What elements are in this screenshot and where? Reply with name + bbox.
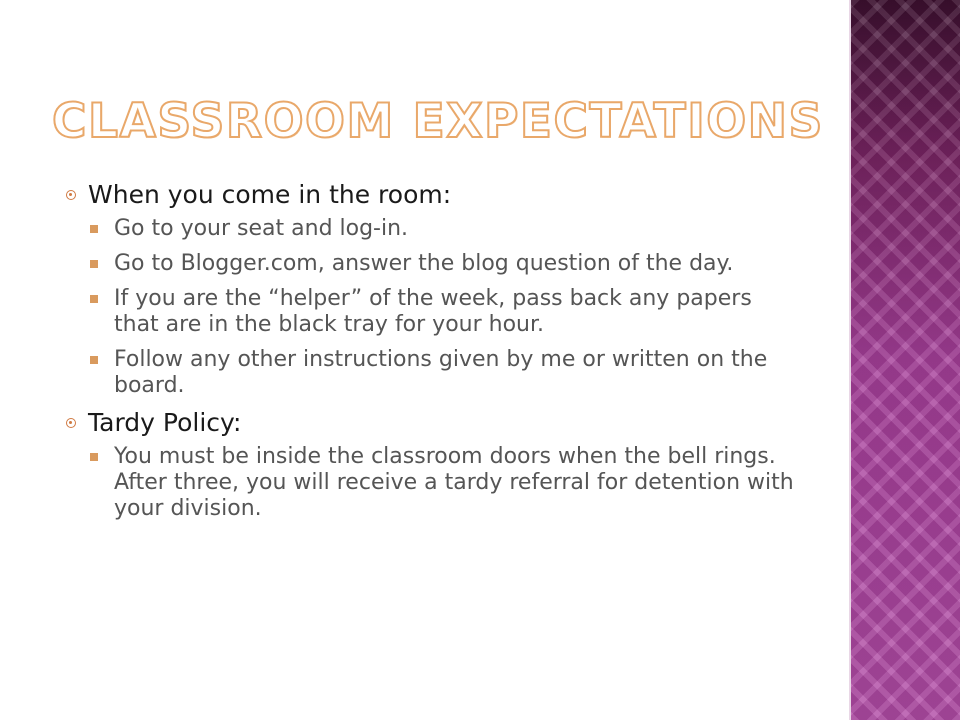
list-item-text: If you are the “helper” of the week, pass back any papers that are in the black tray for your hour.: [114, 286, 752, 337]
list-item: [90, 347, 801, 399]
list-item-text: Go to Blogger.com, answer the blog question of the day.: [114, 251, 734, 276]
square-bullet-icon: [90, 260, 98, 268]
list-item: [90, 444, 801, 522]
decorative-side-panel: [851, 0, 960, 720]
list-item: [90, 216, 801, 242]
list-item-text: Go to your seat and log-in.: [114, 216, 409, 241]
bullet-section-tardy: [66, 408, 801, 438]
square-bullet-icon: [90, 356, 98, 364]
section-heading: When you come in the room:: [88, 180, 452, 209]
square-bullet-icon: [90, 295, 98, 303]
square-bullet-icon: [90, 225, 98, 233]
slide-title: CLASSROOM EXPECTATIONS: [52, 94, 824, 149]
circle-bullet-icon: [66, 190, 76, 200]
list-item-text: Follow any other instructions given by me or written on the board.: [114, 347, 768, 398]
list-item-text: You must be inside the classroom doors when the bell rings. After three, you will receive a tardy referral for detention with your division.: [114, 444, 794, 521]
section-heading: Tardy Policy:: [88, 408, 242, 437]
slide-content: [66, 172, 801, 531]
sub-bullet-list: [90, 444, 801, 522]
circle-bullet-icon: [66, 418, 76, 428]
list-item: [90, 251, 801, 277]
list-item: [90, 286, 801, 338]
square-bullet-icon: [90, 453, 98, 461]
sub-bullet-list: [90, 216, 801, 399]
bullet-section-arrival: [66, 180, 801, 210]
